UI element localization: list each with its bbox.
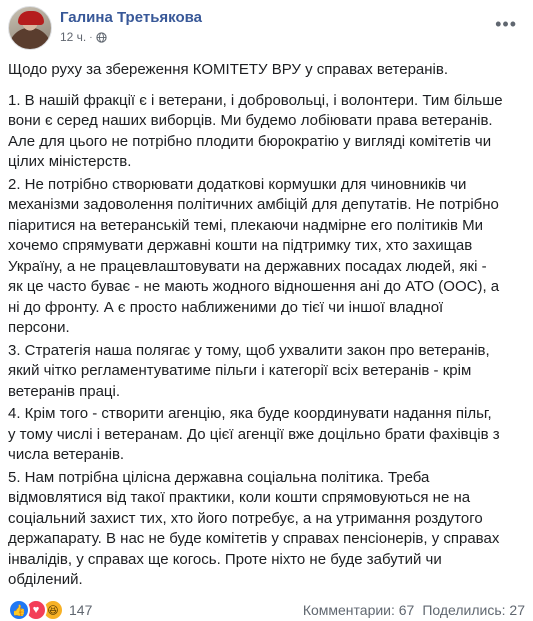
post-line: Але для цього не потрібно плодити бюрократію у вигляді комітетів чи	[8, 132, 492, 150]
post-line: механізми задоволення політичних амбіцій для депутатів. Не потрібно	[8, 196, 499, 213]
post-line: Україну, а не працевлаштовувати на державних посадах людей, які -	[8, 257, 487, 275]
love-reaction-icon: ♥	[25, 599, 47, 621]
reactions-summary[interactable]	[8, 599, 92, 621]
post-text	[8, 60, 523, 593]
post-line: у тому числі і ветеранам. До цієї агенції вже доцільно брати фахівців з	[8, 425, 500, 443]
post-line: 4. Крім того - створити агенцію, яка буде координувати надання пільг,	[8, 405, 492, 422]
post-line: ветеранів праці.	[8, 382, 121, 400]
post-line: соціальний захист тих, хто його потребує, а на утримання роздутого	[8, 509, 483, 527]
post-line: Щодо руху за збереження КОМІТЕТУ ВРУ у справах ветеранів.	[8, 61, 449, 78]
author-name[interactable]: Галина Третьякова	[60, 9, 203, 26]
post-line: 2. Не потрібно створювати додаткові кормушки для чиновників чи	[8, 175, 467, 193]
post-paragraph	[8, 404, 523, 466]
post-paragraph	[8, 60, 523, 81]
post-line: 3. Стратегія наша полягає у тому, щоб ухвалити закон про ветеранів,	[8, 341, 490, 359]
post-paragraph	[8, 175, 523, 339]
post-line: який чітко регламентуватиме пільги і категорії всіх ветеранів - крім	[8, 362, 472, 379]
post-line: відмовлятися від такої практики, коли кошти спрямовуються не на	[8, 489, 471, 506]
shares-count-link[interactable]: Поделились: 27	[422, 602, 525, 618]
post-line: держапарату. В нас не буде комітетів у справах пенсіонерів, у справах	[8, 530, 500, 547]
post-line: цілих міністерств.	[8, 153, 132, 170]
author-avatar[interactable]	[8, 6, 52, 50]
post-line: персони.	[8, 319, 70, 336]
post-stats	[303, 602, 525, 618]
post-footer	[8, 599, 525, 621]
more-options-icon[interactable]: •••	[495, 14, 517, 34]
post-line: 5. Нам потрібна цілісна державна соціальна політика. Треба	[8, 468, 430, 486]
post-line: обділений.	[8, 571, 83, 588]
post-time[interactable]: 12 ч.	[60, 30, 87, 44]
separator-dot: ·	[89, 31, 93, 43]
post-line: 1. В нашій фракції є і ветерани, і добровольці, і волонтери. Тим більше	[8, 91, 503, 109]
post-line: числа ветеранів.	[8, 446, 125, 463]
post-paragraph	[8, 341, 523, 403]
post-line: вони є серед наших виборців. Ми будемо лобіювати права ветеранів.	[8, 112, 493, 129]
like-reaction-icon: 👍	[8, 599, 30, 621]
globe-icon[interactable]	[96, 32, 107, 43]
post-paragraph	[8, 468, 523, 591]
comments-count-link[interactable]: Комментарии: 67	[302, 602, 415, 618]
post-line: як це часто буває - не мають жодного відношення ані до АТО (ООС), а	[8, 278, 500, 295]
post-meta	[60, 30, 107, 44]
post-line: інвалідів, у справах ще когось. Проте ніхто не буде забутий чи	[8, 550, 442, 568]
post-header	[8, 6, 525, 50]
post-line: ні до фронту. А є просто наближеними до тієї чи іншої владної	[8, 298, 444, 316]
post-paragraph	[8, 91, 523, 173]
reactions-count: 147	[69, 602, 93, 618]
post-line: хочемо спрямувати державні кошти на підтримку тих, хто захищав	[8, 237, 473, 254]
haha-reaction-icon: 😆	[42, 599, 64, 621]
post-line: піаритися на ветеранській темі, плекаючи надмірне его політиків Ми	[8, 216, 484, 234]
